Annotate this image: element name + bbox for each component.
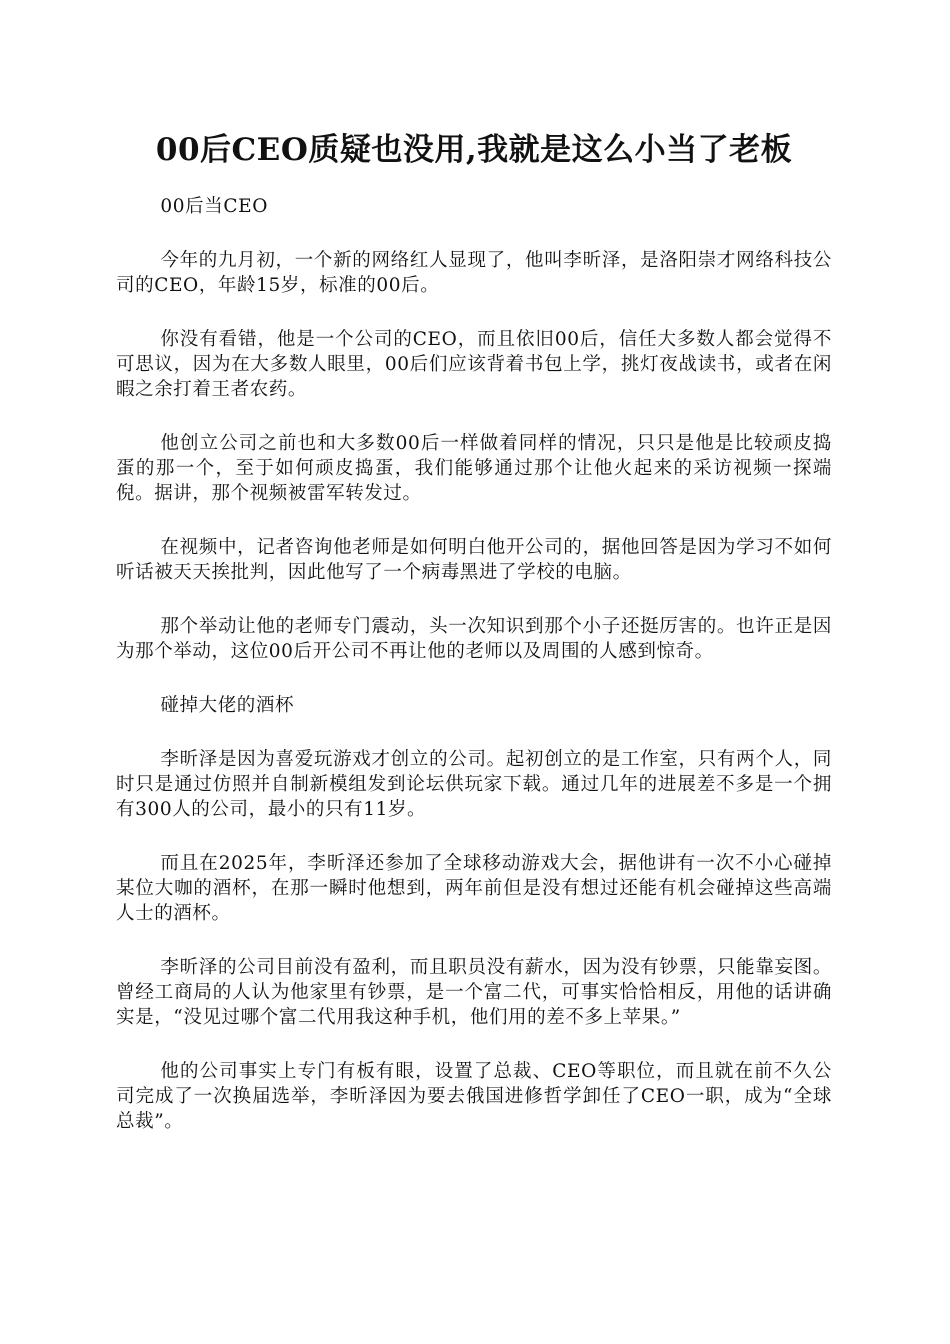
paragraph-video: 在视频中，记者咨询他老师是如何明白他开公司的，据他回答是因为学习不如何听话被天天挨批判，因此他写了一个病毒黑进了学校的电脑。 [116,537,832,583]
paragraph-teacher: 那个举动让他的老师专门震动，头一次知识到那个小子还挺厉害的。也许正是因为那个举动，这位00后开公司不再让他的老师以及周围的人感到惊奇。 [116,616,832,662]
paragraph-no-profit: 李昕泽的公司目前没有盈利，而且职员没有薪水，因为没有钞票，只能靠妄图。曾经工商局的人认为他家里有钞票，是一个富二代，可事实恰恰相反，用他的话讲确实是，“没见过哪个富二代用我这种手机，他们用的差不多上苹果。” [116,957,832,1028]
paragraph-intro: 今年的九月初，一个新的网络红人显现了，他叫李昕泽，是洛阳崇才网络科技公司的CEO，年龄15岁，标准的00后。 [116,250,832,296]
paragraph-company-founding: 李昕泽是因为喜爱玩游戏才创立的公司。起初创立的是工作室，只有两个人，同时只是通过仿照并自制新模组发到论坛供玩家下载。通过几年的进展差不多是一个拥有300人的公司，最小的只有11岁。 [116,749,832,820]
paragraph-before-company: 他创立公司之前也和大多数00后一样做着同样的情况，只只是他是比较顽皮捣蛋的那一个，至于如何顽皮捣蛋，我们能够通过那个让他火起来的采访视频一探端倪。据讲，那个视频被雷军转发过。 [116,433,832,504]
section-heading-wine-glass: 碰掉大佬的酒杯 [160,695,295,716]
paragraph-surprise: 你没有看错，他是一个公司的CEO，而且依旧00后，信任大多数人都会觉得不可思议，因为在大多数人眼里，00后们应该背着书包上学，挑灯夜战读书，或者在闲暇之余打着王者农药。 [116,329,832,400]
paragraph-company-structure: 他的公司事实上专门有板有眼，设置了总裁、CEO等职位，而且就在前不久公司完成了一次换届选举，李昕泽因为要去俄国进修哲学卸任了CEO一职，成为“全球总裁”。 [116,1061,832,1132]
paragraph-game-conference: 而且在2025年，李昕泽还参加了全球移动游戏大会，据他讲有一次不小心碰掉某位大咖的酒杯，在那一瞬时他想到，两年前但是没有想过还能有机会碰掉这些高端人士的酒杯。 [116,853,832,924]
section-heading-ceo: 00后当CEO [160,196,268,217]
document-title: 00后CEO质疑也没用,我就是这么小当了老板 [155,132,793,168]
